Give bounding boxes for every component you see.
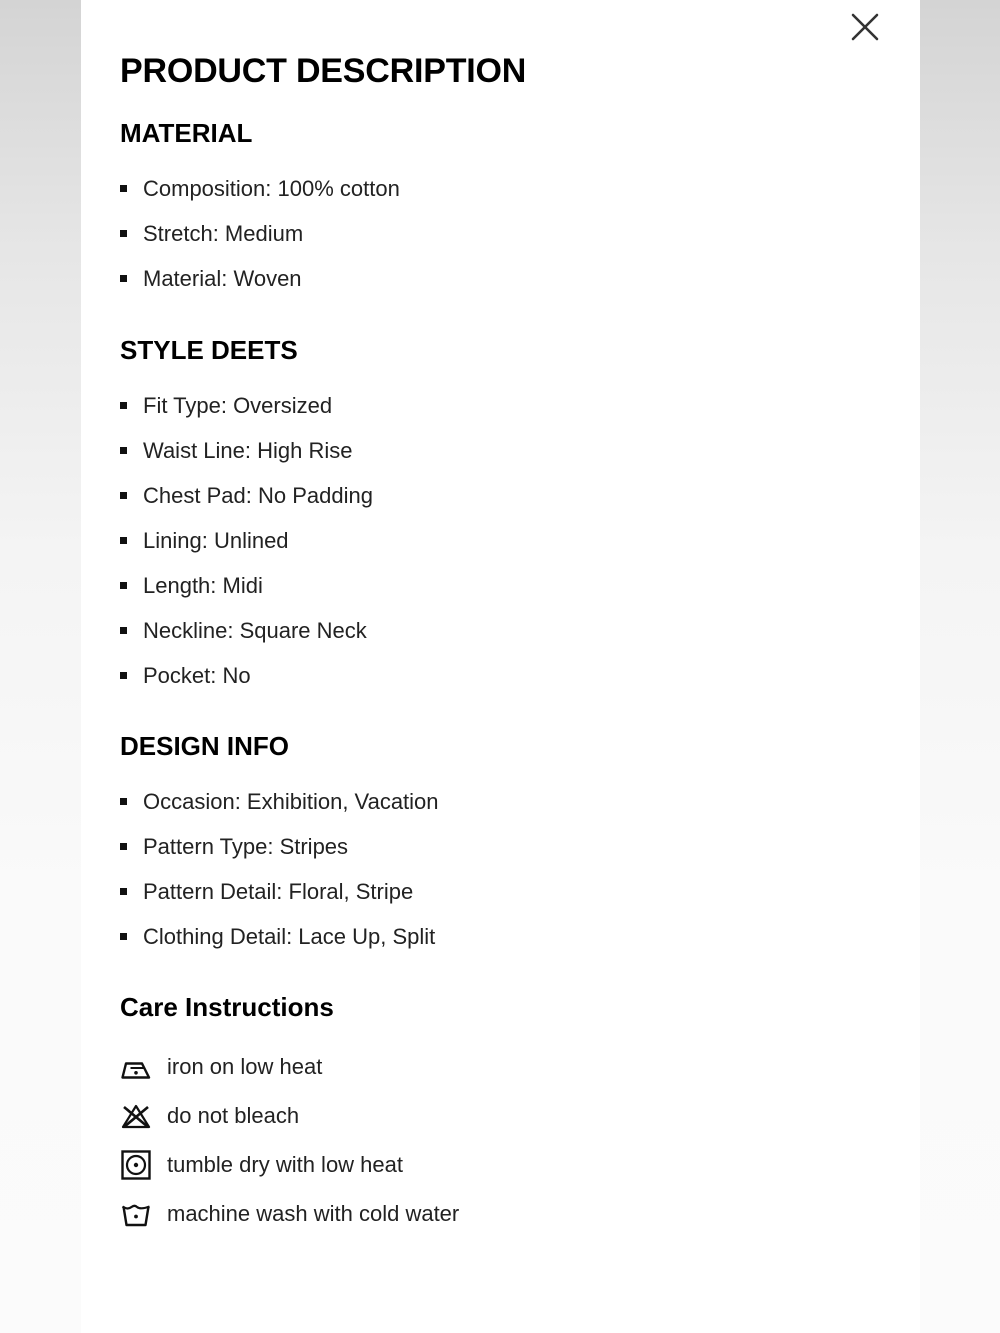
list-item-text: Chest Pad: No Padding xyxy=(143,482,373,508)
tumble-dry-low-icon xyxy=(120,1149,152,1181)
section-title-style-deets: STYLE DEETS xyxy=(120,335,298,365)
list-item-text: Fit Type: Oversized xyxy=(143,392,333,418)
list-item xyxy=(120,563,373,608)
material-list xyxy=(120,166,400,301)
list-item xyxy=(120,428,373,473)
close-icon xyxy=(847,9,883,45)
list-item xyxy=(120,779,439,824)
list-item-text: Lining: Unlined xyxy=(143,527,289,553)
bullet-icon xyxy=(120,230,127,237)
do-not-bleach-icon xyxy=(120,1100,152,1132)
style-deets-list xyxy=(120,383,373,698)
bullet-icon xyxy=(120,798,127,805)
bullet-icon xyxy=(120,933,127,940)
product-description-panel xyxy=(81,0,920,1333)
care-item-label: tumble dry with low heat xyxy=(167,1151,403,1177)
bullet-icon xyxy=(120,672,127,679)
care-item xyxy=(120,1189,459,1238)
design-info-list xyxy=(120,779,439,959)
section-title-care-instructions: Care Instructions xyxy=(120,992,334,1022)
bullet-icon xyxy=(120,888,127,895)
list-item xyxy=(120,518,373,563)
bullet-icon xyxy=(120,582,127,589)
close-button[interactable] xyxy=(847,9,883,45)
list-item xyxy=(120,914,439,959)
iron-low-heat-icon xyxy=(120,1051,152,1083)
bullet-icon xyxy=(120,447,127,454)
list-item-text: Clothing Detail: Lace Up, Split xyxy=(143,923,436,949)
section-title-material: MATERIAL xyxy=(120,118,253,148)
bullet-icon xyxy=(120,402,127,409)
care-item-label: machine wash with cold water xyxy=(167,1200,460,1226)
bullet-icon xyxy=(120,537,127,544)
list-item xyxy=(120,653,373,698)
care-item-label: do not bleach xyxy=(167,1102,300,1128)
list-item-text: Pocket: No xyxy=(143,662,251,688)
list-item-text: Material: Woven xyxy=(143,265,302,291)
list-item-text: Composition: 100% cotton xyxy=(143,175,400,201)
care-item xyxy=(120,1091,459,1140)
list-item xyxy=(120,473,373,518)
care-item xyxy=(120,1140,459,1189)
list-item xyxy=(120,166,400,211)
list-item xyxy=(120,383,373,428)
list-item-text: Length: Midi xyxy=(143,572,263,598)
bullet-icon xyxy=(120,275,127,282)
list-item-text: Stretch: Medium xyxy=(143,220,304,246)
list-item xyxy=(120,256,400,301)
list-item-text: Occasion: Exhibition, Vacation xyxy=(143,788,439,814)
bullet-icon xyxy=(120,843,127,850)
list-item xyxy=(120,211,400,256)
machine-wash-cold-icon xyxy=(120,1198,152,1230)
bullet-icon xyxy=(120,627,127,634)
list-item-text: Pattern Detail: Floral, Stripe xyxy=(143,878,414,904)
list-item xyxy=(120,824,439,869)
section-title-design-info: DESIGN INFO xyxy=(120,731,290,761)
bullet-icon xyxy=(120,185,127,192)
list-item-text: Pattern Type: Stripes xyxy=(143,833,349,859)
care-item-label: iron on low heat xyxy=(167,1053,323,1079)
list-item-text: Waist Line: High Rise xyxy=(143,437,353,463)
care-item xyxy=(120,1042,459,1091)
list-item xyxy=(120,869,439,914)
care-instructions-list xyxy=(120,1042,459,1238)
list-item xyxy=(120,608,373,653)
list-item-text: Neckline: Square Neck xyxy=(143,617,367,643)
page-title: PRODUCT DESCRIPTION xyxy=(120,52,527,90)
bullet-icon xyxy=(120,492,127,499)
